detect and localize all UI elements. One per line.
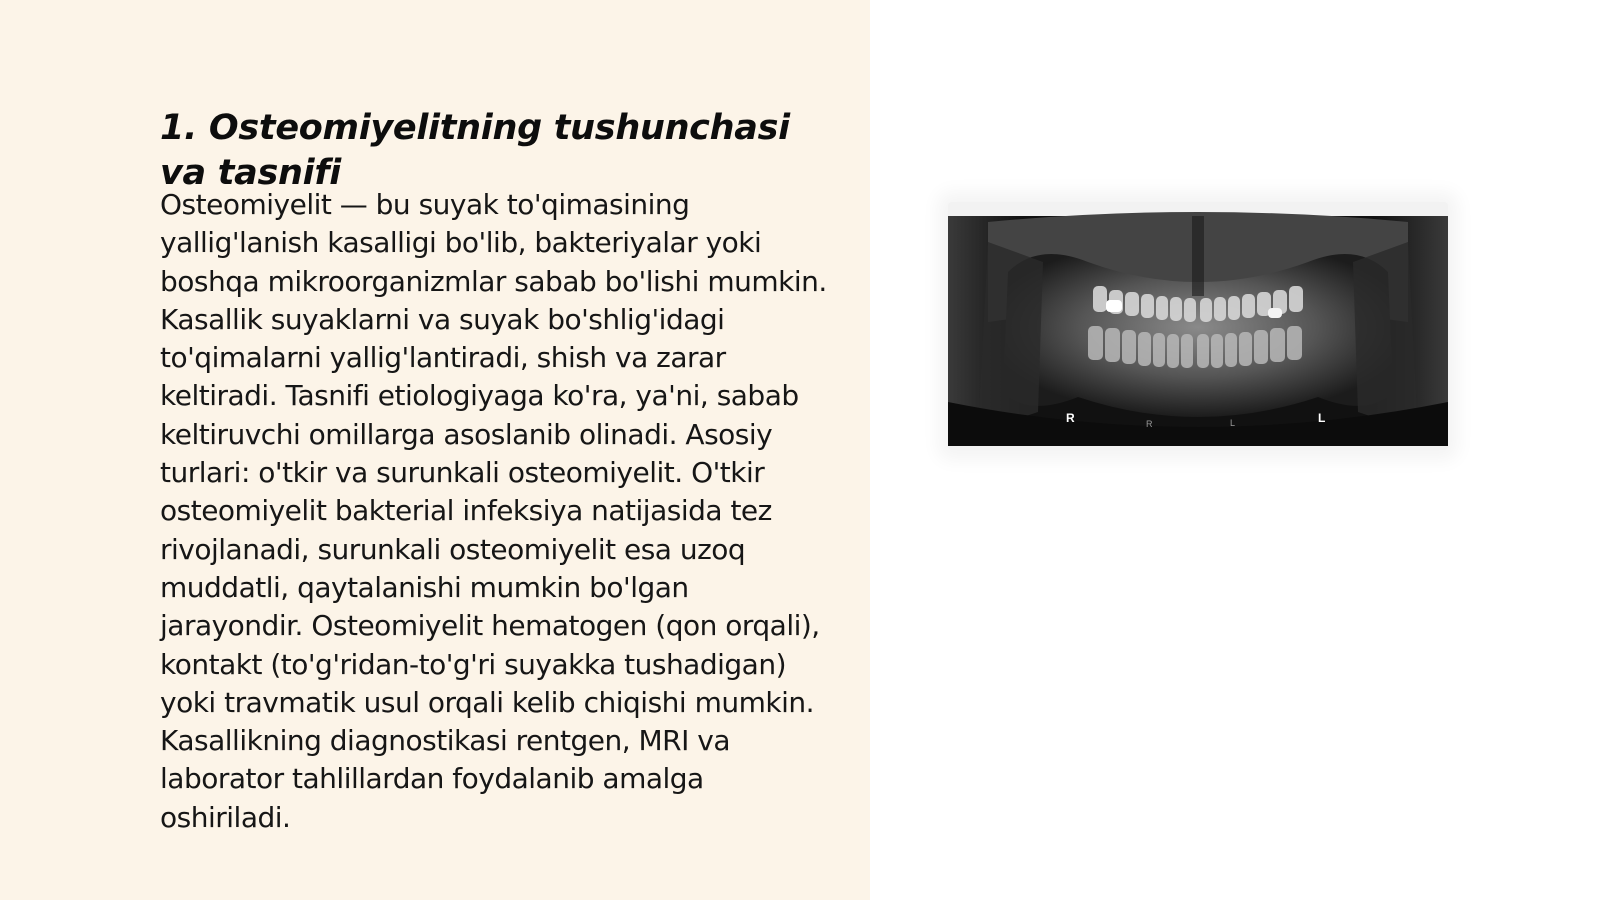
xray-marker-r-small: R (1146, 419, 1153, 429)
xray-marker-l-large: L (1318, 411, 1326, 425)
xray-marker-l-small: L (1230, 418, 1236, 428)
slide-body-text: Osteomiyelit — bu suyak to'qimasining yallig'lanish kasalligi bo'lib, bakteriyalar yoki boshqa mikroorganizmlar sabab bo'lishi mumkin. Kasallik suyaklarni va suyak bo'shlig'idagi to'qimalarni yallig'lantiradi, shish va zarar keltiradi. Tasnifi etiologiyaga ko'ra, ya'ni, sabab keltiruvchi omillarga asoslanib olinadi. Asosiy turlari: o'tkir va surunkali osteomiyelit. O'tkir osteomiyelit bakterial infeksiya natijasida tez rivojlanadi, surunkali osteomiyelit esa uzoq muddatli, qaytalanishi mumkin bo'lgan jarayondir. Osteomiyelit hematogen (qon orqali), kontakt (to'g'ridan-to'g'ri suyakka tushadigan) yoki travmatik usul orqali kelib chiqishi mumkin. Kasallikning diagnostikasi rentgen, MRI va laborator tahlillardan foydalanib amalga oshiriladi. (160, 188, 827, 834)
xray-marker-r-large: R (1066, 411, 1075, 425)
panoramic-dental-xray-image (948, 202, 1448, 450)
slide-title: 1. Osteomiyelitning tushunchasi va tasnifi (160, 108, 790, 193)
